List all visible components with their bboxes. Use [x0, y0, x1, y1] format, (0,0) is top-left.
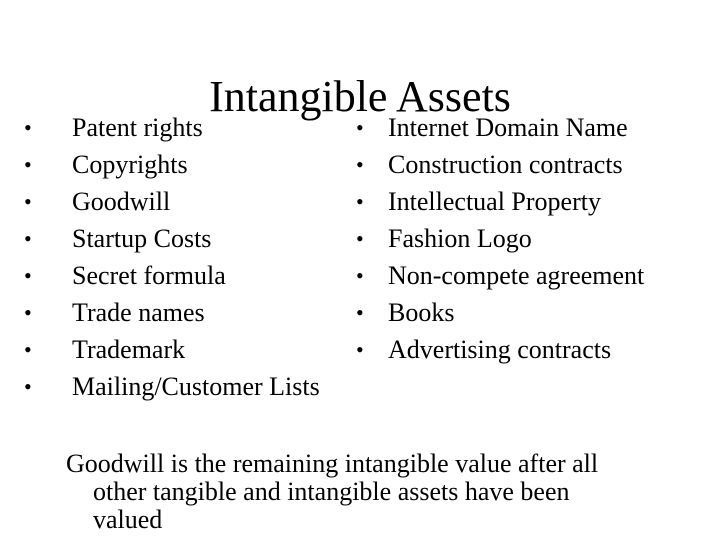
- list-item-label: Advertising contracts: [388, 335, 612, 364]
- list-item-label: Startup Costs: [72, 224, 212, 253]
- list-item-label: Secret formula: [72, 261, 226, 290]
- bullet-icon: •: [356, 115, 364, 140]
- list-item-label: Fashion Logo: [388, 224, 532, 253]
- bullet-icon: •: [24, 263, 32, 288]
- slide-title: Intangible Assets: [209, 72, 511, 121]
- list-item-label: Goodwill: [72, 187, 171, 216]
- bullet-icon: •: [356, 152, 364, 177]
- list-item-label: Internet Domain Name: [388, 113, 628, 142]
- list-item-label: Construction contracts: [388, 150, 623, 179]
- bullet-icon: •: [24, 374, 32, 399]
- bullet-icon: •: [24, 300, 32, 325]
- note-line: Goodwill is the remaining intangible value after all: [66, 449, 599, 478]
- bullet-icon: •: [24, 226, 32, 251]
- bullet-icon: •: [24, 189, 32, 214]
- bullet-icon: •: [24, 337, 32, 362]
- bullet-icon: •: [356, 189, 364, 214]
- list-item-label: Non-compete agreement: [388, 261, 645, 290]
- list-item-label: Trademark: [72, 335, 186, 364]
- bullet-icon: •: [24, 115, 32, 140]
- list-item-label: Copyrights: [72, 150, 188, 179]
- note-line: other tangible and intangible assets have been: [93, 477, 570, 506]
- list-item-label: Trade names: [72, 298, 205, 327]
- goodwill-note: [66, 450, 666, 534]
- bullet-icon: •: [356, 226, 364, 251]
- bullet-icon: •: [356, 263, 364, 288]
- list-item-label: Intellectual Property: [388, 187, 601, 216]
- list-item-label: Patent rights: [72, 113, 203, 142]
- bullet-icon: •: [356, 337, 364, 362]
- list-item-label: Books: [388, 298, 455, 327]
- note-line: valued: [93, 505, 163, 534]
- list-item-label: Mailing/Customer Lists: [72, 372, 320, 401]
- bullet-icon: •: [24, 152, 32, 177]
- bullet-icon: •: [356, 300, 364, 325]
